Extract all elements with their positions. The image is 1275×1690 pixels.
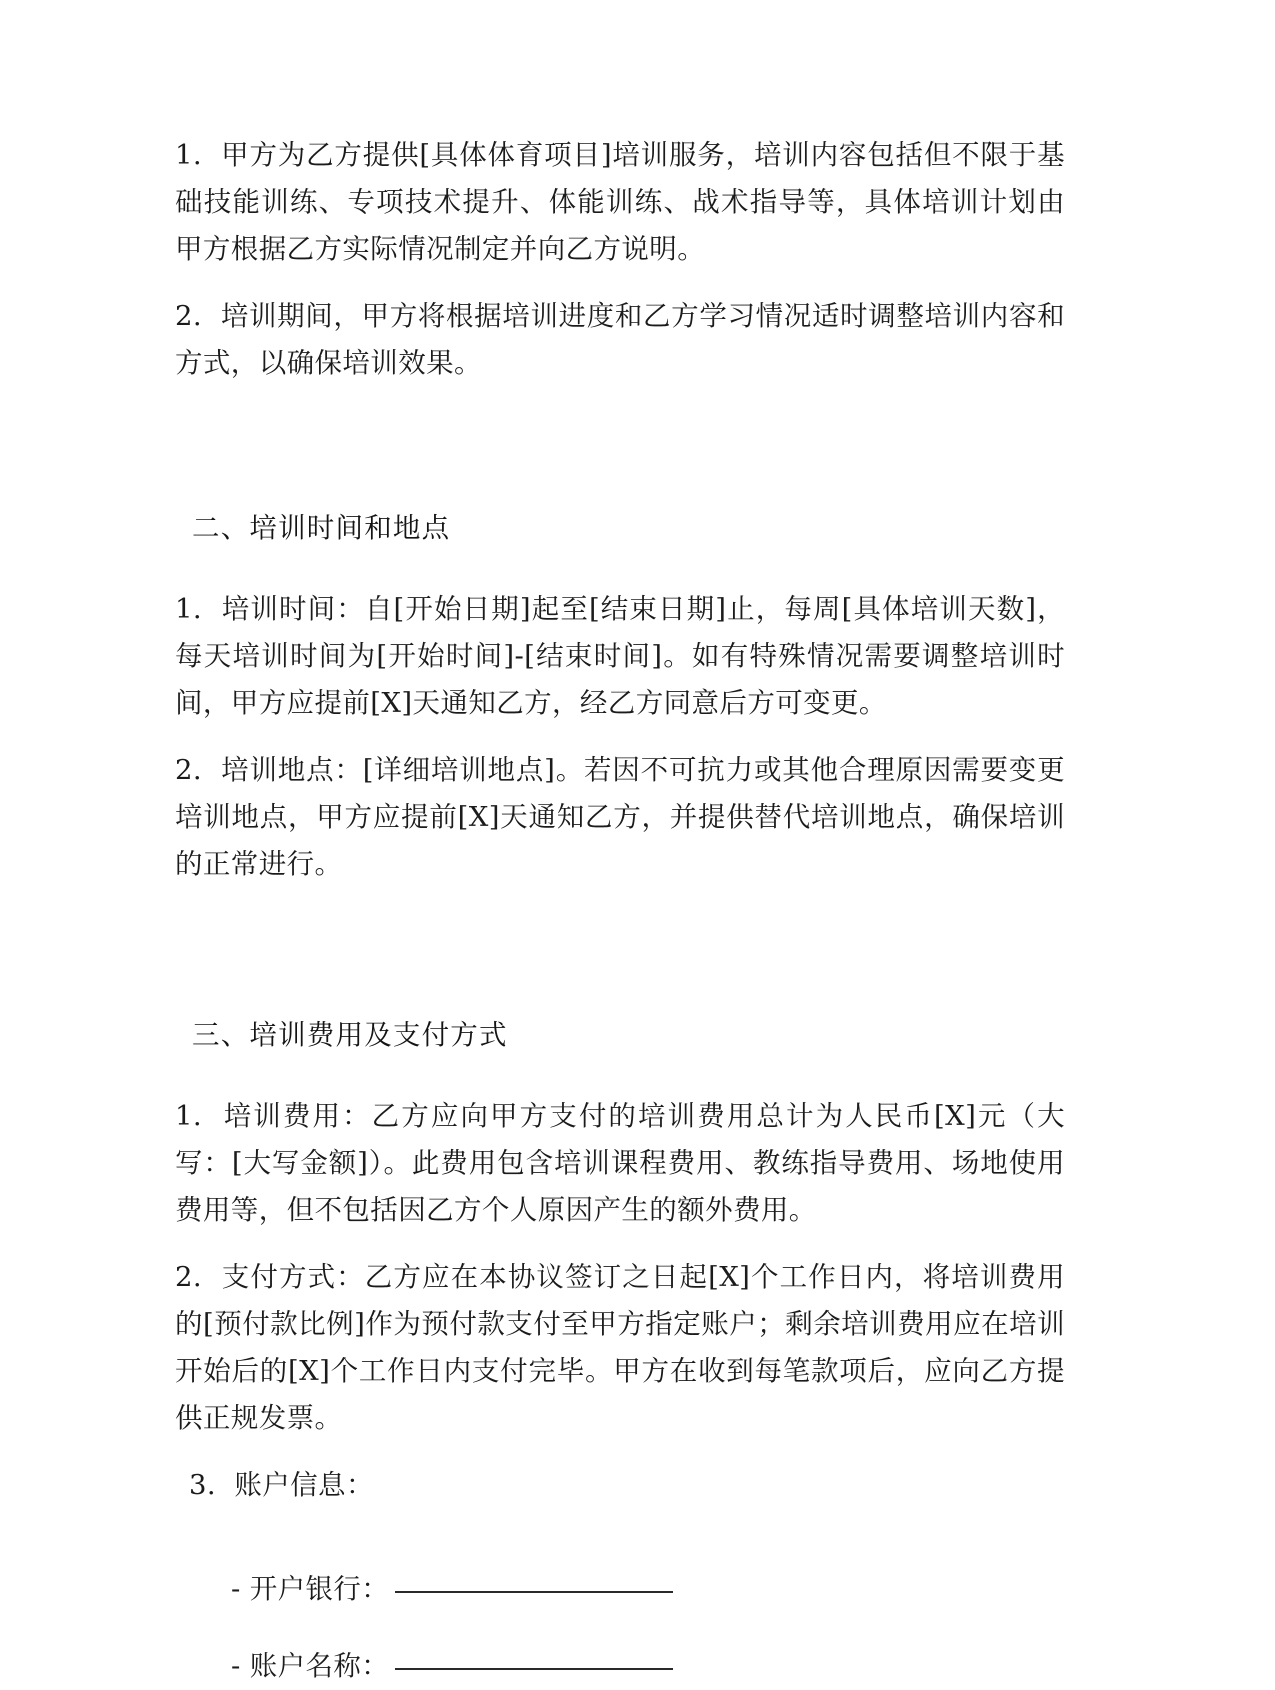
spacer-before-account-fields — [175, 1529, 1065, 1566]
spacer-between-account-fields — [175, 1613, 1065, 1643]
clause-1-2 — [175, 293, 1065, 387]
clause-3-1-number: 1. — [175, 1100, 203, 1132]
clause-3-3 — [175, 1462, 1065, 1509]
spacer-before-section-three — [175, 908, 1065, 1012]
clause-3-2-number: 2. — [175, 1261, 203, 1293]
clause-1-1-text: 甲方为乙方提供[具体体育项目]培训服务，培训内容包括但不限于基础技能训练、专项技术提升、体能训练、战术指导等，具体培训计划由甲方根据乙方实际情况制定并向乙方说明。 — [175, 139, 1065, 265]
account-field-bank-input[interactable] — [395, 1591, 673, 1593]
spacer-after-section-two-heading — [175, 552, 1065, 586]
clause-1-1 — [175, 132, 1065, 273]
clause-1-2-text: 培训期间，甲方将根据培训进度和乙方学习情况适时调整培训内容和方式，以确保培训效果。 — [175, 300, 1065, 379]
clause-2-2 — [175, 747, 1065, 888]
bullet-dash-icon: - — [231, 1650, 241, 1682]
clause-2-1-text: 培训时间：自[开始日期]起至[结束日期]止，每周[具体培训天数]，每天培训时间为[开始时间]-[结束时间]。如有特殊情况需要调整培训时间，甲方应提前[X]天通知乙方，经乙方同意后方可变更。 — [175, 593, 1065, 719]
account-field-name — [175, 1643, 1065, 1690]
clause-3-3-number: 3. — [189, 1469, 217, 1501]
clause-2-2-number: 2. — [175, 754, 203, 786]
spacer-after-section-three-heading — [175, 1059, 1065, 1093]
clause-3-2-text: 支付方式：乙方应在本协议签订之日起[X]个工作日内，将培训费用的[预付款比例]作为预付款支付至甲方指定账户；剩余培训费用应在培训开始后的[X]个工作日内支付完毕。甲方在收到每笔款项后，应向乙方提供正规发票。 — [175, 1261, 1065, 1434]
clause-3-1-text: 培训费用：乙方应向甲方支付的培训费用总计为人民币[X]元（大写：[大写金额]）。此费用包含培训课程费用、教练指导费用、场地使用费用等，但不包括因乙方个人原因产生的额外费用。 — [175, 1100, 1065, 1226]
account-field-name-label: 账户名称： — [249, 1650, 390, 1682]
account-field-name-input[interactable] — [395, 1668, 673, 1670]
spacer-before-section-two — [175, 407, 1065, 505]
document-body — [175, 132, 1065, 1690]
clause-1-1-number: 1. — [175, 139, 203, 171]
clause-1-2-number: 2. — [175, 300, 203, 332]
clause-3-1 — [175, 1093, 1065, 1234]
account-field-bank — [175, 1566, 1065, 1613]
clause-2-1-number: 1. — [175, 593, 203, 625]
clause-3-2 — [175, 1254, 1065, 1442]
clause-3-3-text: 账户信息： — [234, 1469, 374, 1501]
bullet-dash-icon: - — [231, 1573, 241, 1605]
account-field-bank-label: 开户银行： — [249, 1573, 390, 1605]
section-two-heading: 二、培训时间和地点 — [192, 512, 451, 544]
section-three-heading: 三、培训费用及支付方式 — [192, 1019, 508, 1051]
clause-2-2-text: 培训地点：[详细培训地点]。若因不可抗力或其他合理原因需要变更培训地点，甲方应提前[X]天通知乙方，并提供替代培训地点，确保培训的正常进行。 — [175, 754, 1065, 880]
clause-2-1 — [175, 586, 1065, 727]
